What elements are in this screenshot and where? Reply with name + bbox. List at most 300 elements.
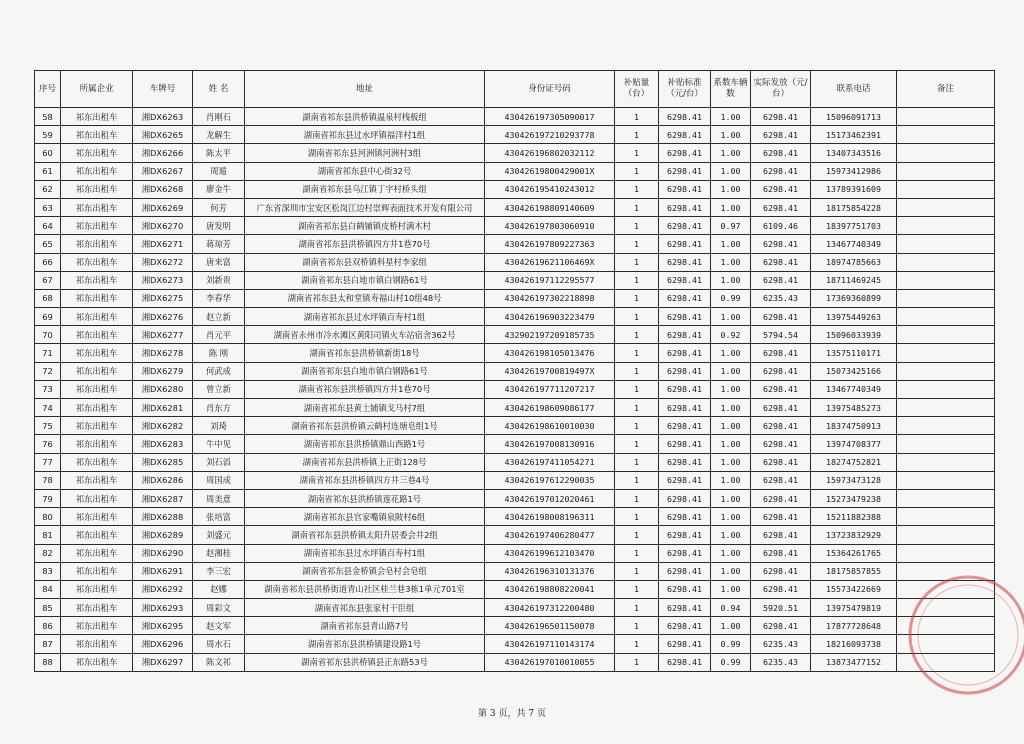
cell-standard: 6298.41 [659,198,711,216]
table-row [35,326,995,344]
table-row [35,198,995,216]
cell-qty: 1 [615,108,659,126]
table-row [35,289,995,307]
cell-plate: 湘DX6283 [133,435,193,453]
header-coef: 系数车辆数 [711,71,751,108]
cell-seq: 64 [35,217,61,235]
cell-qty: 1 [615,617,659,635]
cell-standard: 6298.41 [659,417,711,435]
cell-standard: 6298.41 [659,580,711,598]
cell-id: 430426198105013476 [485,344,615,362]
cell-paid: 6298.41 [751,471,811,489]
cell-standard: 6298.41 [659,235,711,253]
table-row [35,562,995,580]
cell-coef: 1.00 [711,489,751,507]
cell-seq: 79 [35,489,61,507]
cell-coef: 1.00 [711,180,751,198]
cell-company: 祁东出租车 [61,508,133,526]
cell-plate: 湘DX6275 [133,289,193,307]
cell-address: 湖南省祁东县洪桥镇四方井1巷70号 [245,380,485,398]
cell-address: 湖南省祁东县洪桥镇建设路1号 [245,635,485,653]
cell-plate: 湘DX6265 [133,126,193,144]
cell-qty: 1 [615,489,659,507]
cell-phone: 15364261765 [811,544,897,562]
cell-paid: 6235.43 [751,289,811,307]
cell-seq: 88 [35,653,61,671]
table-row [35,108,995,126]
cell-name: 廖金牛 [193,180,245,198]
cell-plate: 湘DX6286 [133,471,193,489]
cell-standard: 6298.41 [659,435,711,453]
cell-standard: 6298.41 [659,217,711,235]
cell-remark [897,344,995,362]
cell-paid: 6298.41 [751,253,811,271]
cell-seq: 61 [35,162,61,180]
cell-qty: 1 [615,526,659,544]
cell-paid: 6298.41 [751,271,811,289]
cell-plate: 湘DX6297 [133,653,193,671]
cell-remark [897,380,995,398]
cell-qty: 1 [615,344,659,362]
cell-coef: 0.99 [711,289,751,307]
cell-phone: 13407343516 [811,144,897,162]
cell-company: 祁东出租车 [61,326,133,344]
cell-qty: 1 [615,162,659,180]
cell-coef: 0.94 [711,599,751,617]
cell-address: 广东省深圳市宝安区松岗江边村崇辉表面技术开发有限公司 [245,198,485,216]
table-row [35,526,995,544]
cell-standard: 6298.41 [659,253,711,271]
cell-address: 湖南省祁东县洪桥镇云鹤村连塘皂组1号 [245,417,485,435]
cell-seq: 85 [35,599,61,617]
cell-address: 湖南省祁东县洪桥镇太阳升居委会井2组 [245,526,485,544]
cell-name: 肖元平 [193,326,245,344]
cell-paid: 6298.41 [751,126,811,144]
cell-id: 430426196310131376 [485,562,615,580]
cell-name: 陈文祁 [193,653,245,671]
cell-phone: 18274752821 [811,453,897,471]
cell-qty: 1 [615,144,659,162]
cell-paid: 6298.41 [751,162,811,180]
cell-coef: 1.00 [711,435,751,453]
cell-paid: 6235.43 [751,653,811,671]
cell-qty: 1 [615,435,659,453]
cell-id: 430426197312200480 [485,599,615,617]
cell-remark [897,417,995,435]
cell-standard: 6298.41 [659,289,711,307]
page-footer: 第 3 页，共 7 页 [478,709,546,719]
cell-id: 430426196903223479 [485,308,615,326]
cell-company: 祁东出租车 [61,344,133,362]
cell-plate: 湘DX6269 [133,198,193,216]
cell-id: 430426198008196311 [485,508,615,526]
cell-phone: 18397751703 [811,217,897,235]
cell-address: 湖南省祁东县中心街32号 [245,162,485,180]
cell-plate: 湘DX6271 [133,235,193,253]
cell-name: 赵立新 [193,308,245,326]
cell-phone: 13467740349 [811,235,897,253]
cell-remark [897,144,995,162]
cell-paid: 6298.41 [751,562,811,580]
cell-address: 湖南省祁东县过水坪镇百寿村1组 [245,308,485,326]
cell-standard: 6298.41 [659,599,711,617]
cell-phone: 15211882388 [811,508,897,526]
cell-qty: 1 [615,599,659,617]
cell-coef: 1.00 [711,453,751,471]
cell-id: 430426197803060910 [485,217,615,235]
cell-company: 祁东出租车 [61,308,133,326]
cell-coef: 1.00 [711,617,751,635]
cell-coef: 1.00 [711,362,751,380]
cell-company: 祁东出租车 [61,526,133,544]
cell-name: 刘盛元 [193,526,245,544]
cell-qty: 1 [615,198,659,216]
cell-phone: 15273479238 [811,489,897,507]
cell-plate: 湘DX6288 [133,508,193,526]
cell-paid: 6298.41 [751,380,811,398]
cell-id: 430426197305090017 [485,108,615,126]
cell-plate: 湘DX6276 [133,308,193,326]
cell-qty: 1 [615,380,659,398]
cell-address: 湖南省祁东县洪桥镇上正街128号 [245,453,485,471]
cell-seq: 62 [35,180,61,198]
cell-address: 湖南省祁东县过水坪镇百寿村1组 [245,544,485,562]
table-row [35,653,995,671]
cell-company: 祁东出租车 [61,144,133,162]
cell-company: 祁东出租车 [61,580,133,598]
cell-seq: 66 [35,253,61,271]
cell-coef: 1.00 [711,253,751,271]
header-plate: 车牌号 [133,71,193,108]
cell-qty: 1 [615,180,659,198]
cell-remark [897,126,995,144]
cell-paid: 6298.41 [751,417,811,435]
cell-address: 湖南省祁东县洪桥镇温泉村栈板组 [245,108,485,126]
cell-seq: 81 [35,526,61,544]
cell-plate: 湘DX6266 [133,144,193,162]
cell-paid: 5920.51 [751,599,811,617]
cell-phone: 17877728648 [811,617,897,635]
cell-phone: 15073425166 [811,362,897,380]
cell-name: 张培富 [193,508,245,526]
cell-standard: 6298.41 [659,380,711,398]
cell-name: 肖东方 [193,399,245,417]
cell-coef: 0.99 [711,653,751,671]
table-row [35,435,995,453]
cell-seq: 70 [35,326,61,344]
cell-qty: 1 [615,562,659,580]
cell-address: 湖南省祁东县白地市镇白钢路61号 [245,271,485,289]
cell-company: 祁东出租车 [61,453,133,471]
cell-standard: 6298.41 [659,635,711,653]
cell-plate: 湘DX6278 [133,344,193,362]
cell-qty: 1 [615,635,659,653]
cell-qty: 1 [615,471,659,489]
cell-name: 赵娜 [193,580,245,598]
cell-id: 430426198610010030 [485,417,615,435]
cell-seq: 73 [35,380,61,398]
cell-plate: 湘DX6296 [133,635,193,653]
cell-phone: 13789391609 [811,180,897,198]
cell-address: 湖南省祁东县洪桥街道青山社区桂兰巷3栋1单元701室 [245,580,485,598]
cell-name: 刘新贵 [193,271,245,289]
cell-standard: 6298.41 [659,653,711,671]
cell-plate: 湘DX6280 [133,380,193,398]
table-row [35,344,995,362]
cell-phone: 15973473128 [811,471,897,489]
cell-coef: 1.00 [711,544,751,562]
cell-paid: 6298.41 [751,435,811,453]
table-row [35,635,995,653]
cell-coef: 1.00 [711,126,751,144]
table-row [35,489,995,507]
cell-name: 曾立新 [193,380,245,398]
cell-paid: 6298.41 [751,308,811,326]
cell-id: 432902197209185735 [485,326,615,344]
cell-phone: 15096033939 [811,326,897,344]
cell-phone: 18974785663 [811,253,897,271]
cell-standard: 6298.41 [659,526,711,544]
cell-phone: 13575110171 [811,344,897,362]
cell-standard: 6298.41 [659,399,711,417]
cell-address: 湖南省祁东县白地市镇白钢路61号 [245,362,485,380]
cell-coef: 1.00 [711,399,751,417]
cell-paid: 6298.41 [751,580,811,598]
cell-coef: 1.00 [711,144,751,162]
cell-plate: 湘DX6290 [133,544,193,562]
cell-phone: 18374750913 [811,417,897,435]
cell-qty: 1 [615,289,659,307]
cell-id: 430426196802032112 [485,144,615,162]
cell-paid: 6298.41 [751,344,811,362]
cell-paid: 6298.41 [751,235,811,253]
cell-remark [897,162,995,180]
cell-plate: 湘DX6282 [133,417,193,435]
cell-coef: 1.00 [711,380,751,398]
cell-company: 祁东出租车 [61,471,133,489]
cell-remark [897,580,995,598]
cell-phone: 18175854228 [811,198,897,216]
cell-name: 周遁 [193,162,245,180]
cell-paid: 6235.43 [751,635,811,653]
cell-seq: 72 [35,362,61,380]
cell-paid: 6298.41 [751,362,811,380]
cell-name: 蒋琼芳 [193,235,245,253]
cell-id: 430426197411054271 [485,453,615,471]
cell-seq: 65 [35,235,61,253]
cell-phone: 18711469245 [811,271,897,289]
cell-paid: 6109.46 [751,217,811,235]
table-row [35,253,995,271]
cell-id: 430426197406280477 [485,526,615,544]
cell-name: 周国成 [193,471,245,489]
cell-seq: 71 [35,344,61,362]
header-remark: 备注 [897,71,995,108]
cell-phone: 13974708377 [811,435,897,453]
cell-remark [897,180,995,198]
cell-remark [897,235,995,253]
cell-standard: 6298.41 [659,108,711,126]
cell-qty: 1 [615,308,659,326]
table-row [35,580,995,598]
cell-name: 赵文军 [193,617,245,635]
cell-company: 祁东出租车 [61,399,133,417]
cell-coef: 1.00 [711,235,751,253]
cell-remark [897,653,995,671]
table-row [35,380,995,398]
cell-address: 湖南省祁东县张家村干臣组 [245,599,485,617]
cell-name: 周彩文 [193,599,245,617]
cell-phone: 13723832929 [811,526,897,544]
cell-name: 肖刚石 [193,108,245,126]
table-row [35,508,995,526]
cell-plate: 湘DX6295 [133,617,193,635]
cell-plate: 湘DX6289 [133,526,193,544]
table-row [35,217,995,235]
cell-seq: 82 [35,544,61,562]
cell-standard: 6298.41 [659,617,711,635]
cell-remark [897,453,995,471]
cell-id: 430426196501150078 [485,617,615,635]
cell-name: 周水石 [193,635,245,653]
cell-id: 430426197010010055 [485,653,615,671]
cell-plate: 湘DX6277 [133,326,193,344]
cell-qty: 1 [615,417,659,435]
cell-coef: 1.00 [711,562,751,580]
cell-seq: 75 [35,417,61,435]
cell-seq: 58 [35,108,61,126]
table-row [35,308,995,326]
cell-name: 赵湘桂 [193,544,245,562]
cell-remark [897,544,995,562]
cell-address: 湖南省祁东县乌江镇丁字村桥头组 [245,180,485,198]
cell-company: 祁东出租车 [61,599,133,617]
cell-id: 430426197809227363 [485,235,615,253]
cell-id: 430426199612103470 [485,544,615,562]
cell-phone: 17369360899 [811,289,897,307]
cell-seq: 87 [35,635,61,653]
cell-remark [897,253,995,271]
cell-seq: 69 [35,308,61,326]
cell-address: 湖南省祁东县洪桥镇新街18号 [245,344,485,362]
cell-company: 祁东出租车 [61,435,133,453]
cell-phone: 13975479819 [811,599,897,617]
cell-seq: 68 [35,289,61,307]
cell-name: 何武成 [193,362,245,380]
cell-remark [897,508,995,526]
cell-standard: 6298.41 [659,508,711,526]
cell-qty: 1 [615,126,659,144]
header-paid: 实际发放（元/台） [751,71,811,108]
header-name: 姓 名 [193,71,245,108]
cell-plate: 湘DX6291 [133,562,193,580]
cell-company: 祁东出租车 [61,162,133,180]
cell-id: 430426197008130916 [485,435,615,453]
cell-plate: 湘DX6267 [133,162,193,180]
cell-seq: 76 [35,435,61,453]
cell-coef: 0.99 [711,635,751,653]
cell-id: 430426197302218898 [485,289,615,307]
cell-coef: 1.00 [711,526,751,544]
cell-company: 祁东出租车 [61,544,133,562]
cell-qty: 1 [615,580,659,598]
cell-company: 祁东出租车 [61,562,133,580]
cell-coef: 1.00 [711,417,751,435]
cell-company: 祁东出租车 [61,235,133,253]
table-row [35,235,995,253]
cell-address: 湖南省祁东县洪桥镇鼎山西路1号 [245,435,485,453]
cell-plate: 湘DX6292 [133,580,193,598]
table-row [35,544,995,562]
cell-id: 430426197210293778 [485,126,615,144]
cell-id: 430426197612290035 [485,471,615,489]
header-id: 身份证号码 [485,71,615,108]
cell-id: 430426198609086177 [485,399,615,417]
cell-name: 牛中见 [193,435,245,453]
cell-paid: 6298.41 [751,544,811,562]
cell-company: 祁东出租车 [61,126,133,144]
cell-id: 430426197012020461 [485,489,615,507]
header-standard: 补贴标准（元/台） [659,71,711,108]
cell-address: 湖南省祁东县太和堂镇寿福山村10组48号 [245,289,485,307]
cell-company: 祁东出租车 [61,362,133,380]
cell-coef: 1.00 [711,308,751,326]
cell-address: 湖南省永州市冷水滩区黄阳司镇火车站宿舍362号 [245,326,485,344]
cell-plate: 湘DX6279 [133,362,193,380]
cell-qty: 1 [615,253,659,271]
cell-name: 周美意 [193,489,245,507]
cell-seq: 86 [35,617,61,635]
cell-phone: 15096091713 [811,108,897,126]
cell-remark [897,308,995,326]
cell-standard: 6298.41 [659,562,711,580]
table-row [35,471,995,489]
cell-plate: 湘DX6285 [133,453,193,471]
cell-remark [897,471,995,489]
cell-id: 43042619700819497X [485,362,615,380]
cell-paid: 6298.41 [751,399,811,417]
cell-name: 李三宏 [193,562,245,580]
cell-paid: 5794.54 [751,326,811,344]
cell-name: 龙解生 [193,126,245,144]
cell-remark [897,526,995,544]
cell-standard: 6298.41 [659,453,711,471]
cell-seq: 78 [35,471,61,489]
cell-company: 祁东出租车 [61,617,133,635]
cell-standard: 6298.41 [659,162,711,180]
cell-remark [897,635,995,653]
cell-standard: 6298.41 [659,180,711,198]
cell-paid: 6298.41 [751,508,811,526]
subsidy-table [34,70,995,672]
cell-plate: 湘DX6263 [133,108,193,126]
cell-company: 祁东出租车 [61,198,133,216]
cell-paid: 6298.41 [751,144,811,162]
cell-company: 祁东出租车 [61,417,133,435]
cell-phone: 15173462391 [811,126,897,144]
cell-phone: 15973412986 [811,162,897,180]
cell-coef: 0.92 [711,326,751,344]
table-row [35,126,995,144]
cell-company: 祁东出租车 [61,380,133,398]
cell-coef: 1.00 [711,344,751,362]
cell-address: 湖南省祁东县青山路7号 [245,617,485,635]
cell-coef: 1.00 [711,508,751,526]
cell-seq: 67 [35,271,61,289]
cell-company: 祁东出租车 [61,635,133,653]
cell-seq: 59 [35,126,61,144]
cell-address: 湖南省祁东县洪桥镇莲花路1号 [245,489,485,507]
